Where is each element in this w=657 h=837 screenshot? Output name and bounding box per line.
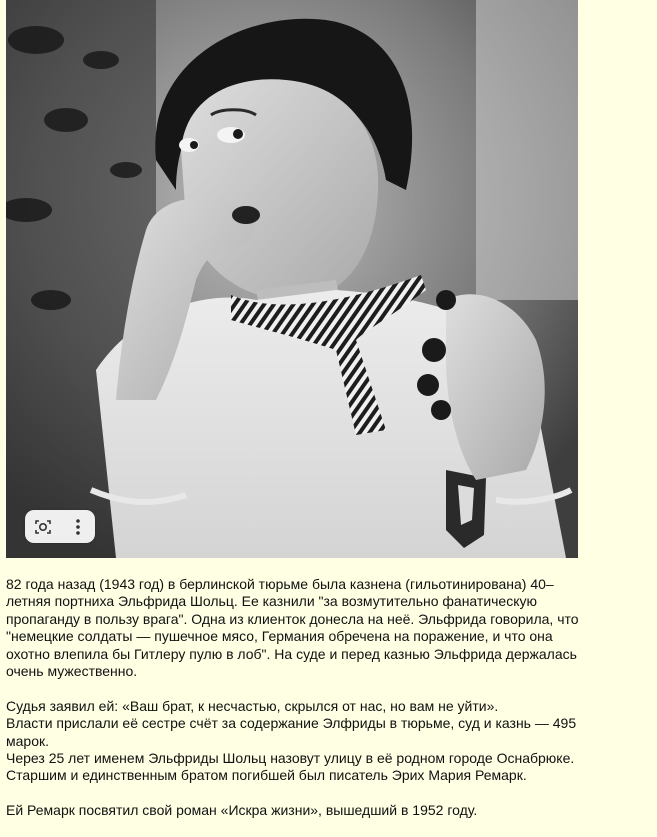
more-options-button[interactable] <box>60 510 95 543</box>
article-photo <box>6 0 578 558</box>
text-line: Ей Ремарк посвятил свой роман «Искра жизни», вышедший в 1952 году. <box>6 802 478 819</box>
more-vertical-icon <box>75 518 81 536</box>
paragraph-3 <box>6 802 646 819</box>
text-line: очень мужественно. <box>6 663 138 680</box>
text-line: пропаганду в пользу врага". Одна из клиенток донесла на неё. Эльфрида говорила, что <box>6 610 579 627</box>
text-line: Через 25 лет именем Эльфриды Шольц назовут улицу в её родном городе Оснабрюке. <box>6 750 575 767</box>
text-line: Власти прислали её сестре счёт за содержание Элфриды в тюрьме, суд и казнь — 495 <box>6 715 577 732</box>
photo-image <box>6 0 578 558</box>
paragraph-2 <box>6 698 646 785</box>
camera-search-icon <box>34 518 52 536</box>
text-line: охотно влепила бы Гитлеру пулю в лоб". На суде и перед казнью Эльфрида держалась <box>6 645 577 662</box>
text-line: марок. <box>6 732 49 749</box>
lens-search-button[interactable] <box>25 510 60 543</box>
photo-toolbar <box>25 510 95 543</box>
text-line: 82 года назад (1943 год) в берлинской тюрьме была казнена (гильотинирована) 40– <box>6 576 554 592</box>
paragraph-1 <box>6 576 646 680</box>
text-line: "немецкие солдаты — пушечное мясо, Германия обречена на поражение, и что она <box>6 628 553 645</box>
text-line: Старшим и единственным братом погибшей был писатель Эрих Мария Ремарк. <box>6 767 527 784</box>
article-text <box>6 576 646 837</box>
text-line: Судья заявил ей: «Ваш брат, к несчастью, скрылся от нас, но вам не уйти». <box>6 697 499 714</box>
text-line: летняя портниха Эльфрида Шольц. Ее казнили "за возмутительно фанатическую <box>6 593 538 610</box>
